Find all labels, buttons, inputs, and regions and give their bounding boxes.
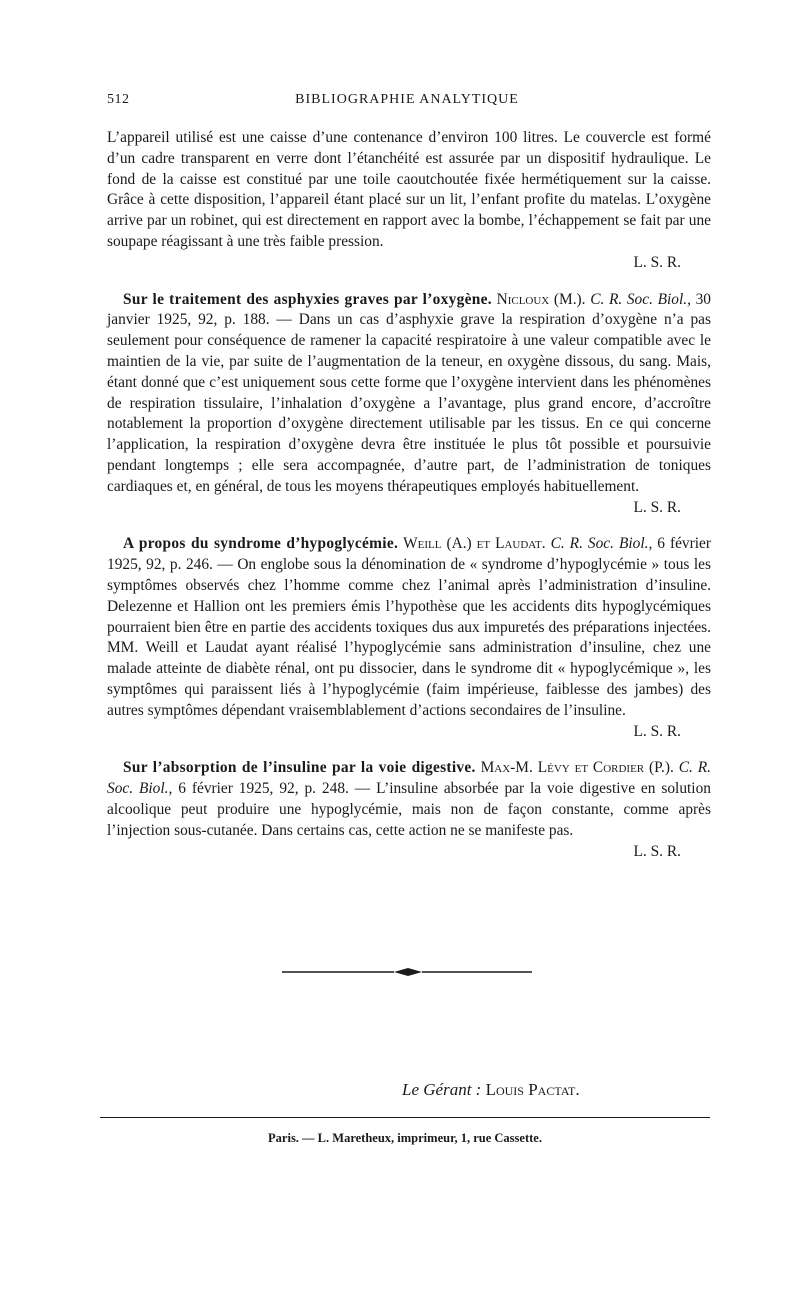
entry-citation: 30 janvier 1925, 92, p. 188. — (107, 290, 711, 329)
entry-author: Nicloux (M.). (496, 290, 586, 308)
entry-journal: C. R. Soc. Biol., (590, 290, 691, 308)
entry-signature: L. S. R. (633, 253, 681, 271)
entry-signature: L. S. R. (633, 498, 681, 516)
entry-title: A propos du syndrome d’hypoglycémie. (123, 535, 399, 553)
section-end-ornament (282, 965, 532, 979)
entry-body: Dans un cas d’asphyxie grave la respiration d’oxygène n’a pas seulement pour conséquence de ramener la capacité respiratoire à une valeur compatible avec le maintien de la vie, par suite de l’augmentation de la teneur, en oxygène dissous, du sang. Mais, étant donné que c’est uniquement sous cette forme que l’oxygène intervient dans les phénomènes de respiration tissulaire, l’inhalation d’oxygène a l’avantage, plus grand encore, d’accroître notablement la proportion d’oxygène directement utilisable par les tissus. En ce qui concerne l’application, la respiration d’oxygène devra être instituée le plus tôt possible et poursuivie pendant longtemps ; elle sera accompagnée, d’autre part, de l’administration de toniques cardiaques et, en général, de tous les moyens thérapeutiques employés habituellement. (107, 311, 711, 495)
entry-levy (107, 758, 711, 862)
entry-body: On englobe sous la dénomination de « syndrome d’hypoglycémie » tous les symptômes observés chez l’homme comme chez l’animal après l’administration d’insuline. Delezenne et Hallion ont les premiers émis l’hypothèse que les accidents dits hypoglycémiques pourraient bien être en partie des accidents toxiques dus aux impuretés des préparations injectées. MM. Weill et Laudat ayant réalisé l’hypoglycémie sans administration d’insuline, chez une malade atteinte de diabète rénal, ont pu dissocier, dans le syndrome dit « hypoglycémique », les symptômes qui paraissent liés à l’hypoglycémie (faim impérieuse, faiblesse des jambes) des autres symptômes dépendant vraisemblablement d’actions secondaires de l’insuline. (107, 556, 711, 719)
page-number: 512 (107, 92, 130, 107)
entry-citation: 6 février 1925, 92, p. 246. — (107, 535, 711, 574)
entry-continuation (107, 128, 711, 274)
entry-journal: C. R. Soc. Biol., (550, 535, 653, 553)
article-body (107, 128, 711, 862)
entry-title: Sur l’absorption de l’insuline par la voie digestive. (123, 759, 476, 777)
entry-author: Weill (A.) et Laudat. (403, 535, 546, 553)
running-title: BIBLIOGRAPHIE ANALYTIQUE (295, 92, 519, 107)
entry-weill (107, 534, 711, 742)
entry-citation: 6 février 1925, 92, p. 248. — (178, 780, 371, 798)
entry-author: Max-M. Lévy et Cordier (P.). (480, 759, 674, 777)
printer-imprint: Paris. — L. Maretheux, imprimeur, 1, rue Cassette. (268, 1131, 542, 1145)
page-header (107, 92, 707, 114)
entry-nicloux (107, 290, 711, 519)
entry-body: L’appareil utilisé est une caisse d’une contenance d’environ 100 litres. Le couvercle est formé d’un cadre transparent en verre dont l’étanchéité est assurée par un dispositif hydraulique. Le fond de la caisse est constitué par une toile caoutchoutée fixée hermétiquement sur la caisse. Grâce à cette disposition, l’appareil étant placé sur un lit, l’enfant profite du matelas. L’oxygène arrive par un robinet, qui est directement en rapport avec la bombe, l’échappement se fait par une soupape réagissant à une très faible pression. (107, 129, 711, 250)
footer-divider (100, 1117, 710, 1118)
entry-signature: L. S. R. (633, 842, 681, 860)
entry-journal: C. R. Soc. Biol., (107, 759, 711, 798)
entry-signature: L. S. R. (633, 722, 681, 740)
gerant-line (402, 1080, 702, 1100)
entry-body: L’insuline absorbée par la voie digestive en solution alcoolique peut produire une hypoglycémie, mais non de façon constante, comme après l’injection sous-cutanée. Dans certains cas, cette action ne se manifeste pas. (107, 780, 711, 839)
gerant-name: Louis Pactat. (485, 1080, 580, 1099)
entry-title: Sur le traitement des asphyxies graves par l’oxygène. (123, 290, 492, 308)
ornament-diamond-icon (394, 968, 422, 976)
gerant-label: Le Gérant : (402, 1080, 482, 1099)
